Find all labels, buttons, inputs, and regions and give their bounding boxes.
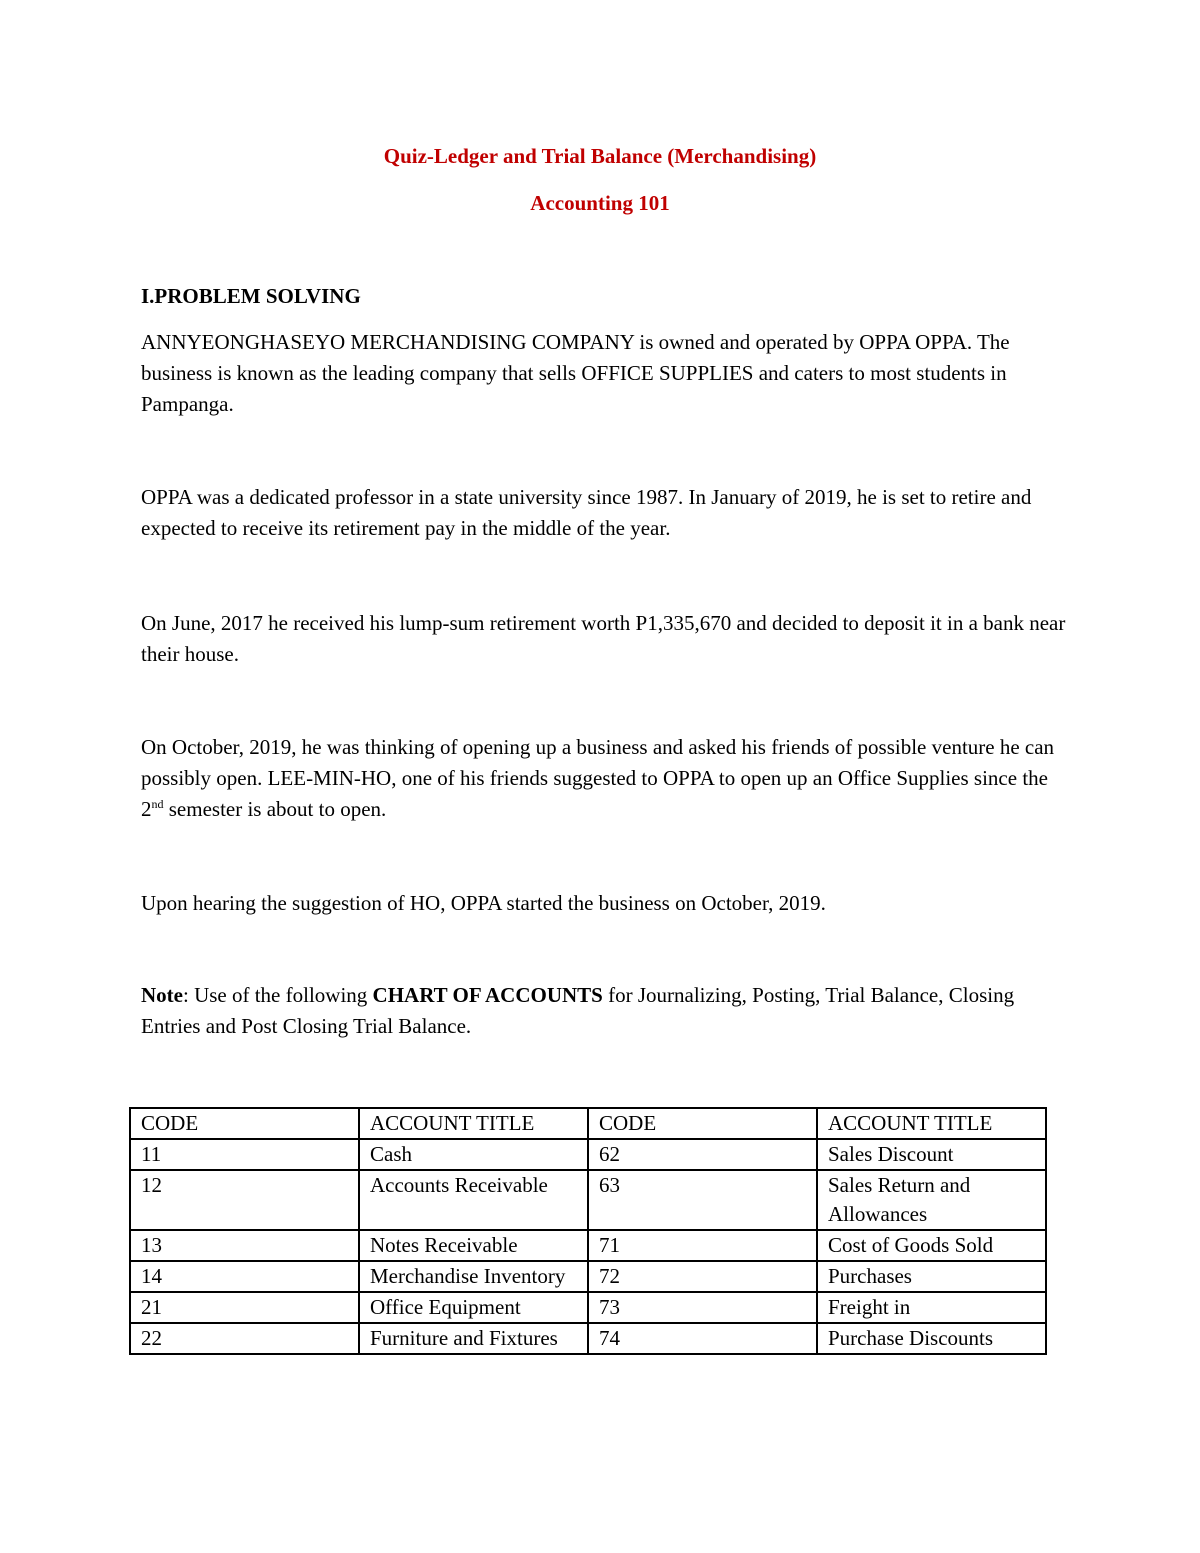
note-label: Note [141, 983, 183, 1007]
note-chart-of-accounts: CHART OF ACCOUNTS [372, 983, 603, 1007]
table-cell: Furniture and Fixtures [359, 1323, 588, 1354]
table-cell: 13 [130, 1230, 359, 1261]
paragraph-company-intro: ANNYEONGHASEYO MERCHANDISING COMPANY is owned and operated by OPPA OPPA. The business is known as the leading company that sells OFFICE SUPPLIES and caters to most students in Pampanga. [141, 330, 1010, 416]
table-row [130, 1323, 1046, 1354]
paragraph-business-idea-end: semester is about to open. [163, 797, 387, 821]
table-cell: 22 [130, 1323, 359, 1354]
table-cell: Cash [359, 1139, 588, 1170]
section-heading: I.PROBLEM SOLVING [141, 284, 361, 308]
table-cell: 62 [588, 1139, 817, 1170]
table-row [130, 1292, 1046, 1323]
chart-of-accounts-table [129, 1107, 1047, 1355]
table-cell: 74 [588, 1323, 817, 1354]
table-cell: Sales Return and Allowances [817, 1170, 1046, 1230]
table-cell: 71 [588, 1230, 817, 1261]
table-cell: 72 [588, 1261, 817, 1292]
paragraph-professor: OPPA was a dedicated professor in a state university since 1987. In January of 2019, he is set to retire and expected to receive its retirement pay in the middle of the year. [141, 485, 1032, 540]
paragraph-retirement: On June, 2017 he received his lump-sum retirement worth P1,335,670 and decided to deposit it in a bank near their house. [141, 611, 1066, 666]
table-cell: Cost of Goods Sold [817, 1230, 1046, 1261]
table-cell: 63 [588, 1170, 817, 1230]
header-cell: ACCOUNT TITLE [359, 1108, 588, 1139]
table-cell: Notes Receivable [359, 1230, 588, 1261]
note-text-1: : Use of the following [182, 983, 373, 1007]
paragraph-start: Upon hearing the suggestion of HO, OPPA started the business on October, 2019. [141, 891, 826, 915]
table-cell: Purchases [817, 1261, 1046, 1292]
table-cell: Freight in [817, 1292, 1046, 1323]
table-cell: 12 [130, 1170, 359, 1230]
table-header-row [130, 1108, 1046, 1139]
header-cell: CODE [588, 1108, 817, 1139]
table-cell: 11 [130, 1139, 359, 1170]
table-cell: Accounts Receivable [359, 1170, 588, 1230]
table-row [130, 1170, 1046, 1230]
document-title: Quiz-Ledger and Trial Balance (Merchandising) [383, 144, 817, 168]
note-text-2: for Journalizing, Posting, Trial Balance, Closing Entries and Post Closing Trial Balance. [141, 983, 1015, 1038]
table-cell: 21 [130, 1292, 359, 1323]
table-cell: Purchase Discounts [817, 1323, 1046, 1354]
table-cell: Merchandise Inventory [359, 1261, 588, 1292]
table-row [130, 1230, 1046, 1261]
paragraph-business-idea [141, 732, 1071, 825]
table-cell: 73 [588, 1292, 817, 1323]
paragraph-note [141, 980, 1071, 1042]
header-cell: CODE [130, 1108, 359, 1139]
paragraph-business-idea-text: On October, 2019, he was thinking of opening up a business and asked his friends of possible venture he can possibly open. LEE-MIN-HO, one of his friends suggested to OPPA to open up an Office Supplies since the 2 [141, 735, 1055, 821]
header-cell: ACCOUNT TITLE [817, 1108, 1046, 1139]
table-cell: Sales Discount [817, 1139, 1046, 1170]
table-cell: 14 [130, 1261, 359, 1292]
table-row [130, 1139, 1046, 1170]
table-cell: Office Equipment [359, 1292, 588, 1323]
document-subtitle: Accounting 101 [530, 191, 670, 215]
ordinal-superscript: nd [151, 797, 164, 811]
table-row [130, 1261, 1046, 1292]
